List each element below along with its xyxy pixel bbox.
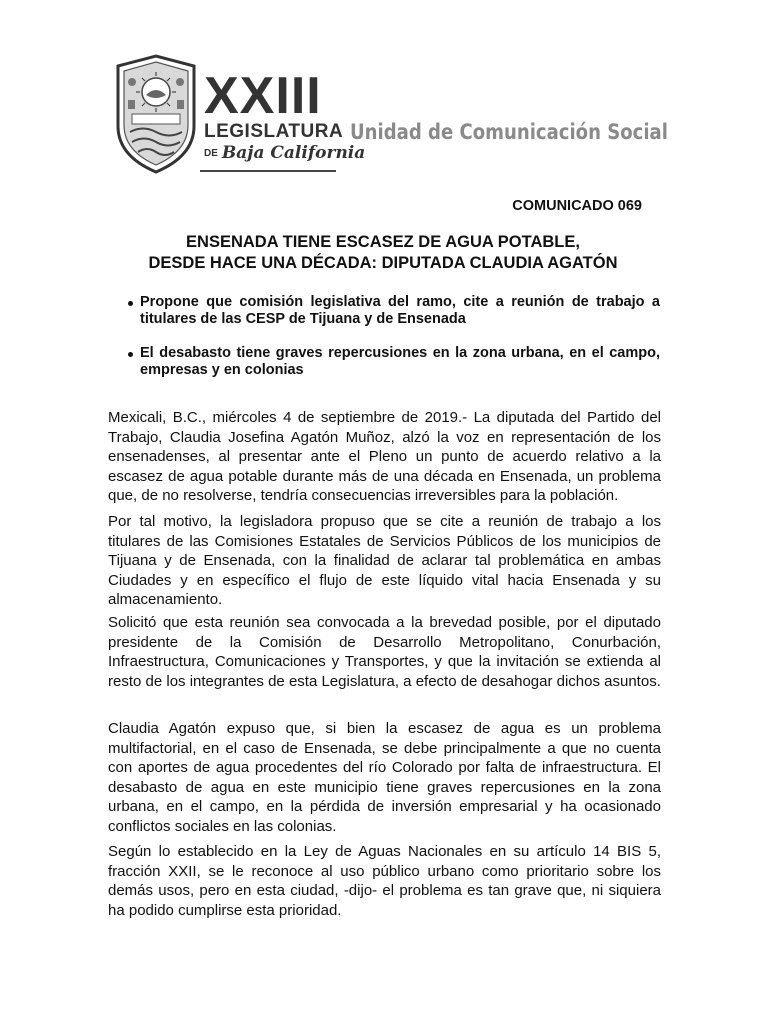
state-line: [204, 142, 365, 165]
bullet-dot-icon: [128, 301, 133, 306]
bullet-text: Propone que comisión legislativa del ramo, cite a reunión de trabajo a titulares de las CESP de Tijuana y de Ensenada: [140, 294, 660, 327]
press-release-number: COMUNICADO 069: [512, 198, 642, 214]
state-preposition: DE: [204, 147, 218, 159]
body-paragraph-5: Según lo establecido en la Ley de Aguas Nacionales en su artículo 14 BIS 5, fracción XXII, se le reconoce al uso público urbano como prioritario sobre los demás usos, pero en esta ciudad, -dijo- el problema es tan grave que, ni siquiera ha podido cumplirse esta prioridad.: [108, 843, 661, 919]
baja-california-coat-of-arms-icon: [108, 52, 204, 178]
body-paragraph-4: Claudia Agatón expuso que, si bien la escasez de agua es un problema multifactorial, en el caso de Ensenada, se debe principalmente a que no cuenta con aportes de agua procedentes del río Colorado por falta de infraestructura. El desabasto de agua en este municipio tiene graves repercusiones en la zona urbana, en el campo, en la pérdida de inversión empresarial y ha ocasionado conflictos sociales en las colonias.: [108, 720, 661, 835]
body-paragraph-2: Por tal motivo, la legisladora propuso que se cite a reunión de trabajo a los titulares de las Comisiones Estatales de Servicios Públicos de los municipios de Tijuana y de Ensenada, con la finalidad de aclarar tal problemática en ambas Ciudades y en específico el flujo de este líquido vital hacia Ensenada y su almacenamiento.: [108, 513, 661, 608]
headline: [100, 232, 666, 274]
bullet-text: El desabasto tiene graves repercusiones en la zona urbana, en el campo, empresas y en colonias: [140, 345, 660, 378]
bullet-dot-icon: [128, 352, 133, 357]
headline-line-1: ENSENADA TIENE ESCASEZ DE AGUA POTABLE,: [186, 233, 580, 251]
state-name: Baja California: [221, 143, 366, 163]
body-paragraph-1: Mexicali, B.C., miércoles 4 de septiembre de 2019.- La diputada del Partido del Trabajo, Claudia Josefina Agatón Muñoz, alzó la voz en representación de los ensenadenses, al presentar ante el Pleno un punto de acuerdo relativo a la escasez de agua potable durante más de una década en Ensenada, un problema que, de no resolverse, tendría consecuencias irreversibles para la población.: [108, 409, 661, 504]
legislature-label: LEGISLATURA: [204, 121, 344, 142]
unit-name: Unidad de Comunicación Social: [350, 120, 668, 144]
logo-divider: [200, 170, 336, 172]
headline-line-2: DESDE HACE UNA DÉCADA: DIPUTADA CLAUDIA AGATÓN: [148, 254, 618, 272]
legislature-number: XXIII: [204, 67, 322, 125]
summary-bullet-2: [108, 345, 660, 379]
letterhead: [108, 52, 668, 182]
summary-bullets: [108, 294, 660, 396]
summary-bullet-1: [108, 294, 660, 328]
body-paragraph-3: Solicitó que esta reunión sea convocada a la brevedad posible, por el diputado presidente de la Comisión de Desarrollo Metropolitano, Conurbación, Infraestructura, Comunicaciones y Transportes, y que la invitación se extienda al resto de los integrantes de esta Legislatura, a efecto de desahogar dichos asuntos.: [108, 614, 661, 690]
